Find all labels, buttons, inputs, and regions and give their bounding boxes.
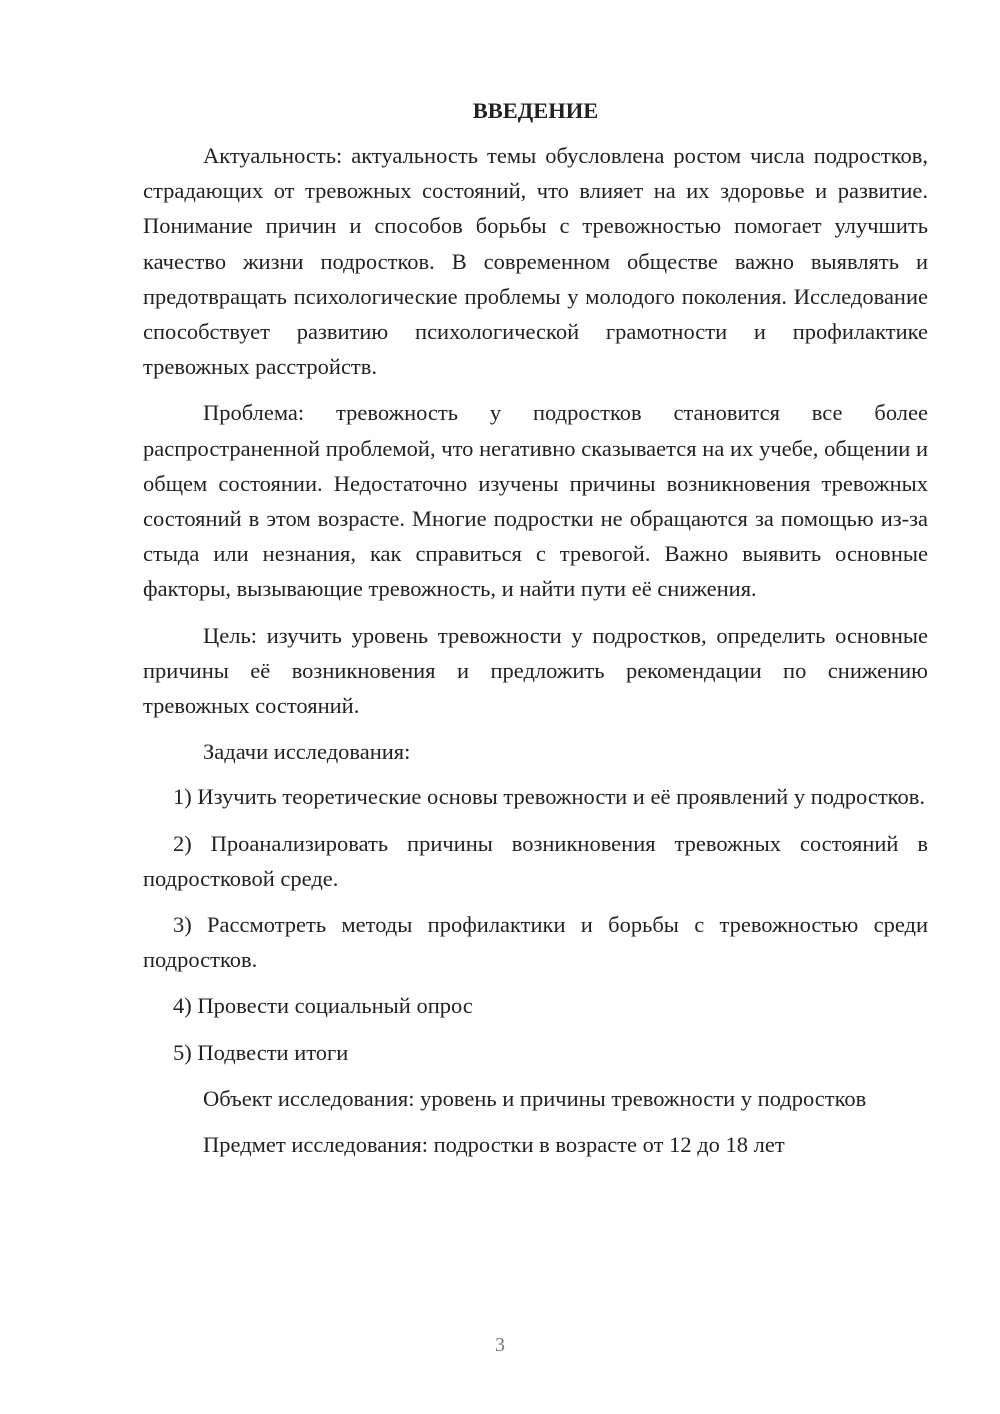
task-item: 3) Рассмотреть методы профилактики и борьбы с тревожностью среди подростков. [143,912,928,973]
relevance-paragraph: Актуальность: актуальность темы обусловлена ростом числа подростков, страдающих от тревожных состояний, что влияет на их здоровье и развитие. Понимание причин и способов борьбы с тревожностью помогает улучшить качество жизни подростков. В современном обществе важно выявлять и предотвращать психологические проблемы у молодого поколения. Исследование способствует развитию психологической грамотности и профилактике тревожных расстройств. [143,143,928,380]
research-subject: Предмет исследования: подростки в возрасте от 12 до 18 лет [203,1132,785,1158]
document-page [143,96,928,1173]
task-item: 5) Подвести итоги [173,1039,349,1065]
task-item: 1) Изучить теоретические основы тревожности и её проявлений у подростков. [173,784,925,810]
page-number: 3 [495,1334,505,1356]
goal-paragraph: Цель: изучить уровень тревожности у подростков, определить основные причины её возникновения и предложить рекомендации по снижению тревожных состояний. [143,622,928,719]
section-title: ВВЕДЕНИЕ [472,98,599,123]
task-item: 2) Проанализировать причины возникновения тревожных состояний в подростковой среде. [143,830,928,891]
task-item: 4) Провести социальный опрос [173,993,473,1019]
research-object: Объект исследования: уровень и причины тревожности у подростков [203,1085,867,1111]
tasks-heading: Задачи исследования: [203,739,411,765]
problem-paragraph: Проблема: тревожность у подростков становится все более распространенной проблемой, что негативно сказывается на их учебе, общении и общем состоянии. Недостаточно изучены причины возникновения тревожных состояний в этом возрасте. Многие подростки не обращаются за помощью из-за стыда или незнания, как справиться с тревогой. Важно выявить основные факторы, вызывающие тревожность, и найти пути её снижения. [143,400,928,602]
